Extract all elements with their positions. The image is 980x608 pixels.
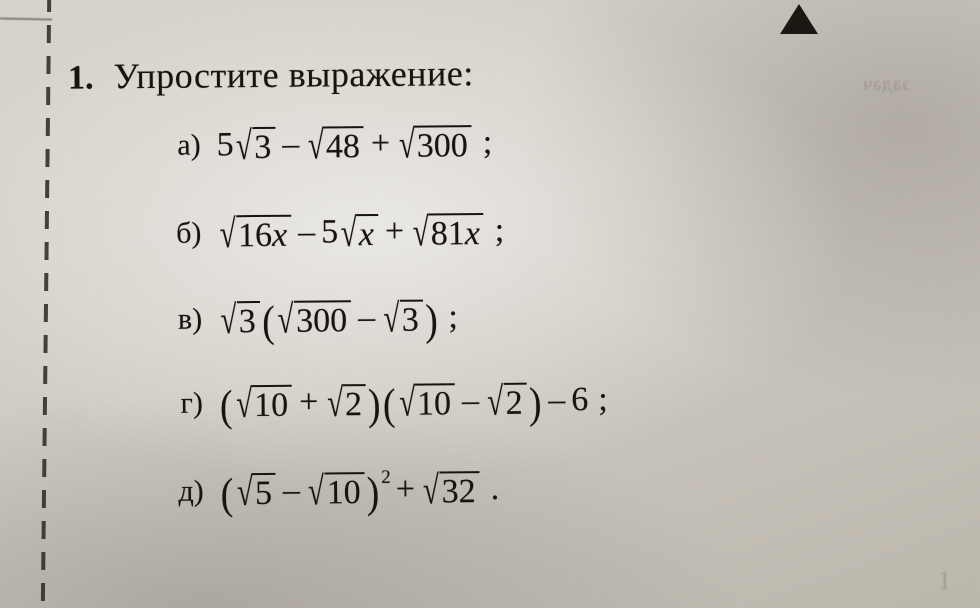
operator-minus: – xyxy=(357,299,376,337)
radicand: 3 xyxy=(400,300,423,339)
radical-icon xyxy=(219,298,260,343)
list-item xyxy=(141,467,500,519)
radical-icon xyxy=(325,381,366,426)
item-label-v: в) xyxy=(177,302,203,337)
item-label-a: а) xyxy=(177,128,201,163)
radical-sign-glyph: √ xyxy=(423,468,440,513)
operator-minus: – xyxy=(461,382,480,420)
radical-icon xyxy=(218,212,291,257)
radical-sign-glyph: √ xyxy=(326,381,343,426)
radical-sign-glyph: √ xyxy=(383,296,400,341)
radicand: x xyxy=(357,214,378,253)
radical-icon xyxy=(307,469,365,514)
radicand: 10 xyxy=(324,472,364,511)
paren-close: ) xyxy=(367,379,381,429)
operator-minus: – xyxy=(282,472,301,510)
paren-close: ) xyxy=(366,467,380,517)
radical-icon xyxy=(276,297,351,342)
radical-icon xyxy=(397,122,472,167)
paren-open: ( xyxy=(382,379,396,429)
radical-icon xyxy=(382,296,423,341)
radical-sign-glyph: √ xyxy=(235,124,253,169)
operator-plus: + xyxy=(299,383,319,422)
expression-a xyxy=(216,122,493,169)
coefficient: 5 xyxy=(216,126,234,164)
radicand: 10 xyxy=(415,383,455,422)
list-item xyxy=(141,378,608,431)
paren-close: ) xyxy=(528,378,542,428)
radical-sign-glyph: √ xyxy=(340,211,357,256)
terminator: . xyxy=(490,470,500,508)
coefficient: 5 xyxy=(320,213,339,251)
item-label-d: д) xyxy=(178,474,204,509)
radical-icon xyxy=(235,470,276,515)
radical-icon xyxy=(422,468,480,513)
page-title: Упростите выражение: xyxy=(113,53,474,97)
radicand: 81x xyxy=(429,213,484,252)
radical-sign-glyph: √ xyxy=(220,298,237,343)
operator-minus: – xyxy=(297,213,316,252)
list-item xyxy=(139,210,505,257)
item-label-b: б) xyxy=(175,216,202,251)
radicand: 3 xyxy=(237,301,260,340)
radicand: 32 xyxy=(439,471,479,510)
radicand: 48 xyxy=(324,126,364,165)
exponent: 2 xyxy=(381,467,391,489)
radicand: 300 xyxy=(415,125,472,164)
radical-sign-glyph: √ xyxy=(219,212,236,257)
task-heading xyxy=(68,52,474,98)
radicand: 2 xyxy=(343,384,366,423)
radicand: 300 xyxy=(294,300,351,339)
radical-sign-glyph: √ xyxy=(398,380,415,425)
radical-icon xyxy=(234,124,275,169)
radical-icon xyxy=(339,211,378,256)
radical-icon xyxy=(411,210,484,255)
radical-sign-glyph: √ xyxy=(487,380,504,424)
show-through-text-right: задач xyxy=(862,74,910,95)
show-through-page-number: 1 xyxy=(938,566,952,595)
radical-sign-glyph: √ xyxy=(412,210,429,255)
paren-open: ( xyxy=(220,468,234,519)
radical-sign-glyph: √ xyxy=(235,382,252,427)
list-item xyxy=(138,122,493,169)
radical-sign-glyph: √ xyxy=(277,297,294,342)
radical-icon xyxy=(234,382,292,427)
constant: 6 xyxy=(571,381,589,419)
expression-d xyxy=(219,467,500,519)
radicand: 2 xyxy=(504,383,527,422)
radical-icon xyxy=(306,123,364,168)
paren-open: ( xyxy=(261,296,275,346)
radical-sign-glyph: √ xyxy=(308,469,325,514)
terminator: ; xyxy=(494,212,505,250)
operator-plus: + xyxy=(370,125,391,163)
terminator: ; xyxy=(598,381,608,419)
list-item xyxy=(140,295,459,346)
operator-plus: + xyxy=(395,471,416,509)
terminator: ; xyxy=(448,298,459,336)
radicand: 3 xyxy=(252,127,275,166)
radical-sign-glyph: √ xyxy=(236,470,253,515)
item-label-g: г) xyxy=(180,386,204,421)
task-number: 1. xyxy=(67,59,94,97)
radical-icon xyxy=(397,380,455,425)
radical-sign-glyph: √ xyxy=(307,123,324,168)
paren-close: ) xyxy=(424,295,438,345)
radicand: 16x xyxy=(236,215,291,254)
operator-minus: – xyxy=(548,381,566,419)
operator-minus: – xyxy=(282,126,300,164)
expression-b xyxy=(217,210,505,257)
operator-plus: + xyxy=(384,213,405,251)
radicand: 10 xyxy=(252,385,292,424)
expression-g xyxy=(219,378,608,431)
paren-open: ( xyxy=(219,381,233,431)
radical-icon xyxy=(486,380,527,424)
radical-sign-glyph: √ xyxy=(398,122,415,167)
expression-v xyxy=(218,295,459,346)
radicand: 5 xyxy=(253,473,276,512)
terminator: ; xyxy=(482,124,493,162)
